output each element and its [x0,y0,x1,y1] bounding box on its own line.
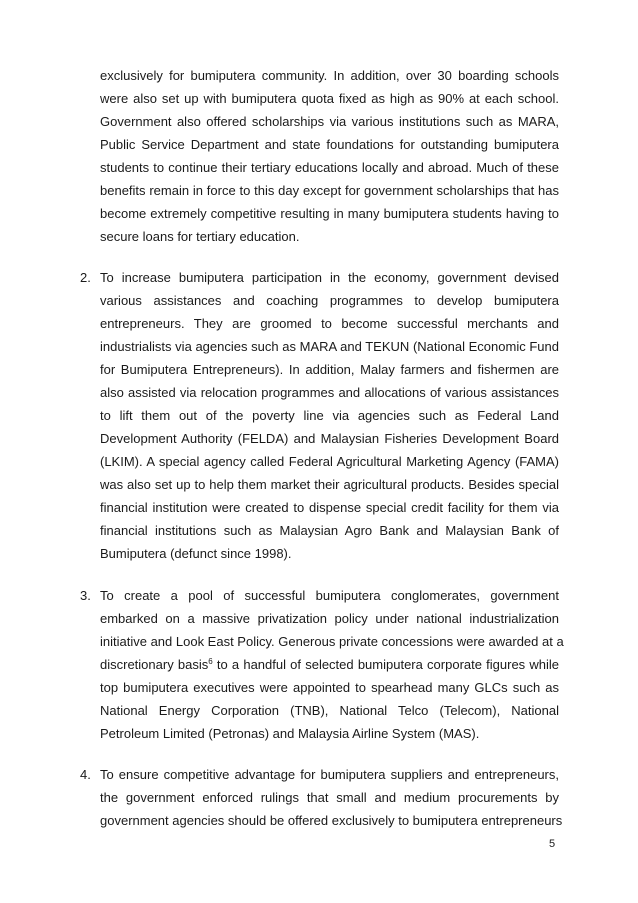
list-item-line: to lift them out of the poverty line via agencies such as Federal Land [100,408,559,423]
line-segment: discretionary basis [100,657,209,672]
paragraph-line: benefits remain in force to this day except for government scholarships that has [100,183,559,198]
list-item-line: Bumiputera (defunct since 1998). [100,546,292,561]
list-item-line: various assistances and coaching programmes to develop bumiputera [100,293,559,308]
list-item-line: Petroleum Limited (Petronas) and Malaysia Airline System (MAS). [100,726,480,741]
list-item-line: initiative and Look East Policy. Generous private concessions were awarded at a [100,634,564,649]
list-item-line: financial institution were created to dispense special credit facility for them via [100,500,559,515]
list-item-line: entrepreneurs. They are groomed to become successful merchants and [100,316,559,331]
paragraph-line: students to continue their tertiary educations locally and abroad. Much of these [100,160,559,175]
list-item-line: Development Authority (FELDA) and Malaysian Fisheries Development Board [100,431,559,446]
list-number: 4. [80,767,91,782]
list-item-line: To increase bumiputera participation in the economy, government devised [100,270,559,285]
list-item-line: the government enforced rulings that small and medium procurements by [100,790,559,805]
list-number: 3. [80,588,91,603]
list-item-line: top bumiputera executives were appointed to spearhead many GLCs such as [100,680,559,695]
line-segment: to a handful of selected bumiputera corporate figures while [216,657,559,672]
list-item-line: industrialists via agencies such as MARA and TEKUN (National Economic Fund [100,339,559,354]
list-item-line: also assisted via relocation programmes and allocations of various assistances [100,385,559,400]
list-item-line: To ensure competitive advantage for bumiputera suppliers and entrepreneurs, [100,767,559,782]
list-item-line: was also set up to help them market their agricultural products. Besides special [100,477,559,492]
list-item-line: National Energy Corporation (TNB), National Telco (Telecom), National [100,703,559,718]
list-item-line [100,657,559,673]
list-number: 2. [80,270,91,285]
list-item-line: for Bumiputera Entrepreneurs). In addition, Malay farmers and fishermen are [100,362,559,377]
page-number: 5 [549,838,556,850]
list-item-line: embarked on a massive privatization policy under national industrialization [100,611,559,626]
list-item-line: To create a pool of successful bumiputera conglomerates, government [100,588,559,603]
paragraph-line: Government also offered scholarships via various institutions such as MARA, [100,114,559,129]
paragraph-line: secure loans for tertiary education. [100,229,300,244]
paragraph-line: become extremely competitive resulting in many bumiputera students having to [100,206,559,221]
paragraph-line: were also set up with bumiputera quota fixed as high as 90% at each school. [100,91,559,106]
paragraph-line: Public Service Department and state foundations for outstanding bumiputera [100,137,559,152]
list-item-line: financial institutions such as Malaysian Agro Bank and Malaysian Bank of [100,523,559,538]
footnote-ref[interactable]: 6 [208,657,213,666]
paragraph-line: exclusively for bumiputera community. In addition, over 30 boarding schools [100,68,559,83]
list-item-line: government agencies should be offered exclusively to bumiputera entrepreneurs [100,813,563,828]
list-item-line: (LKIM). A special agency called Federal Agricultural Marketing Agency (FAMA) [100,454,559,469]
